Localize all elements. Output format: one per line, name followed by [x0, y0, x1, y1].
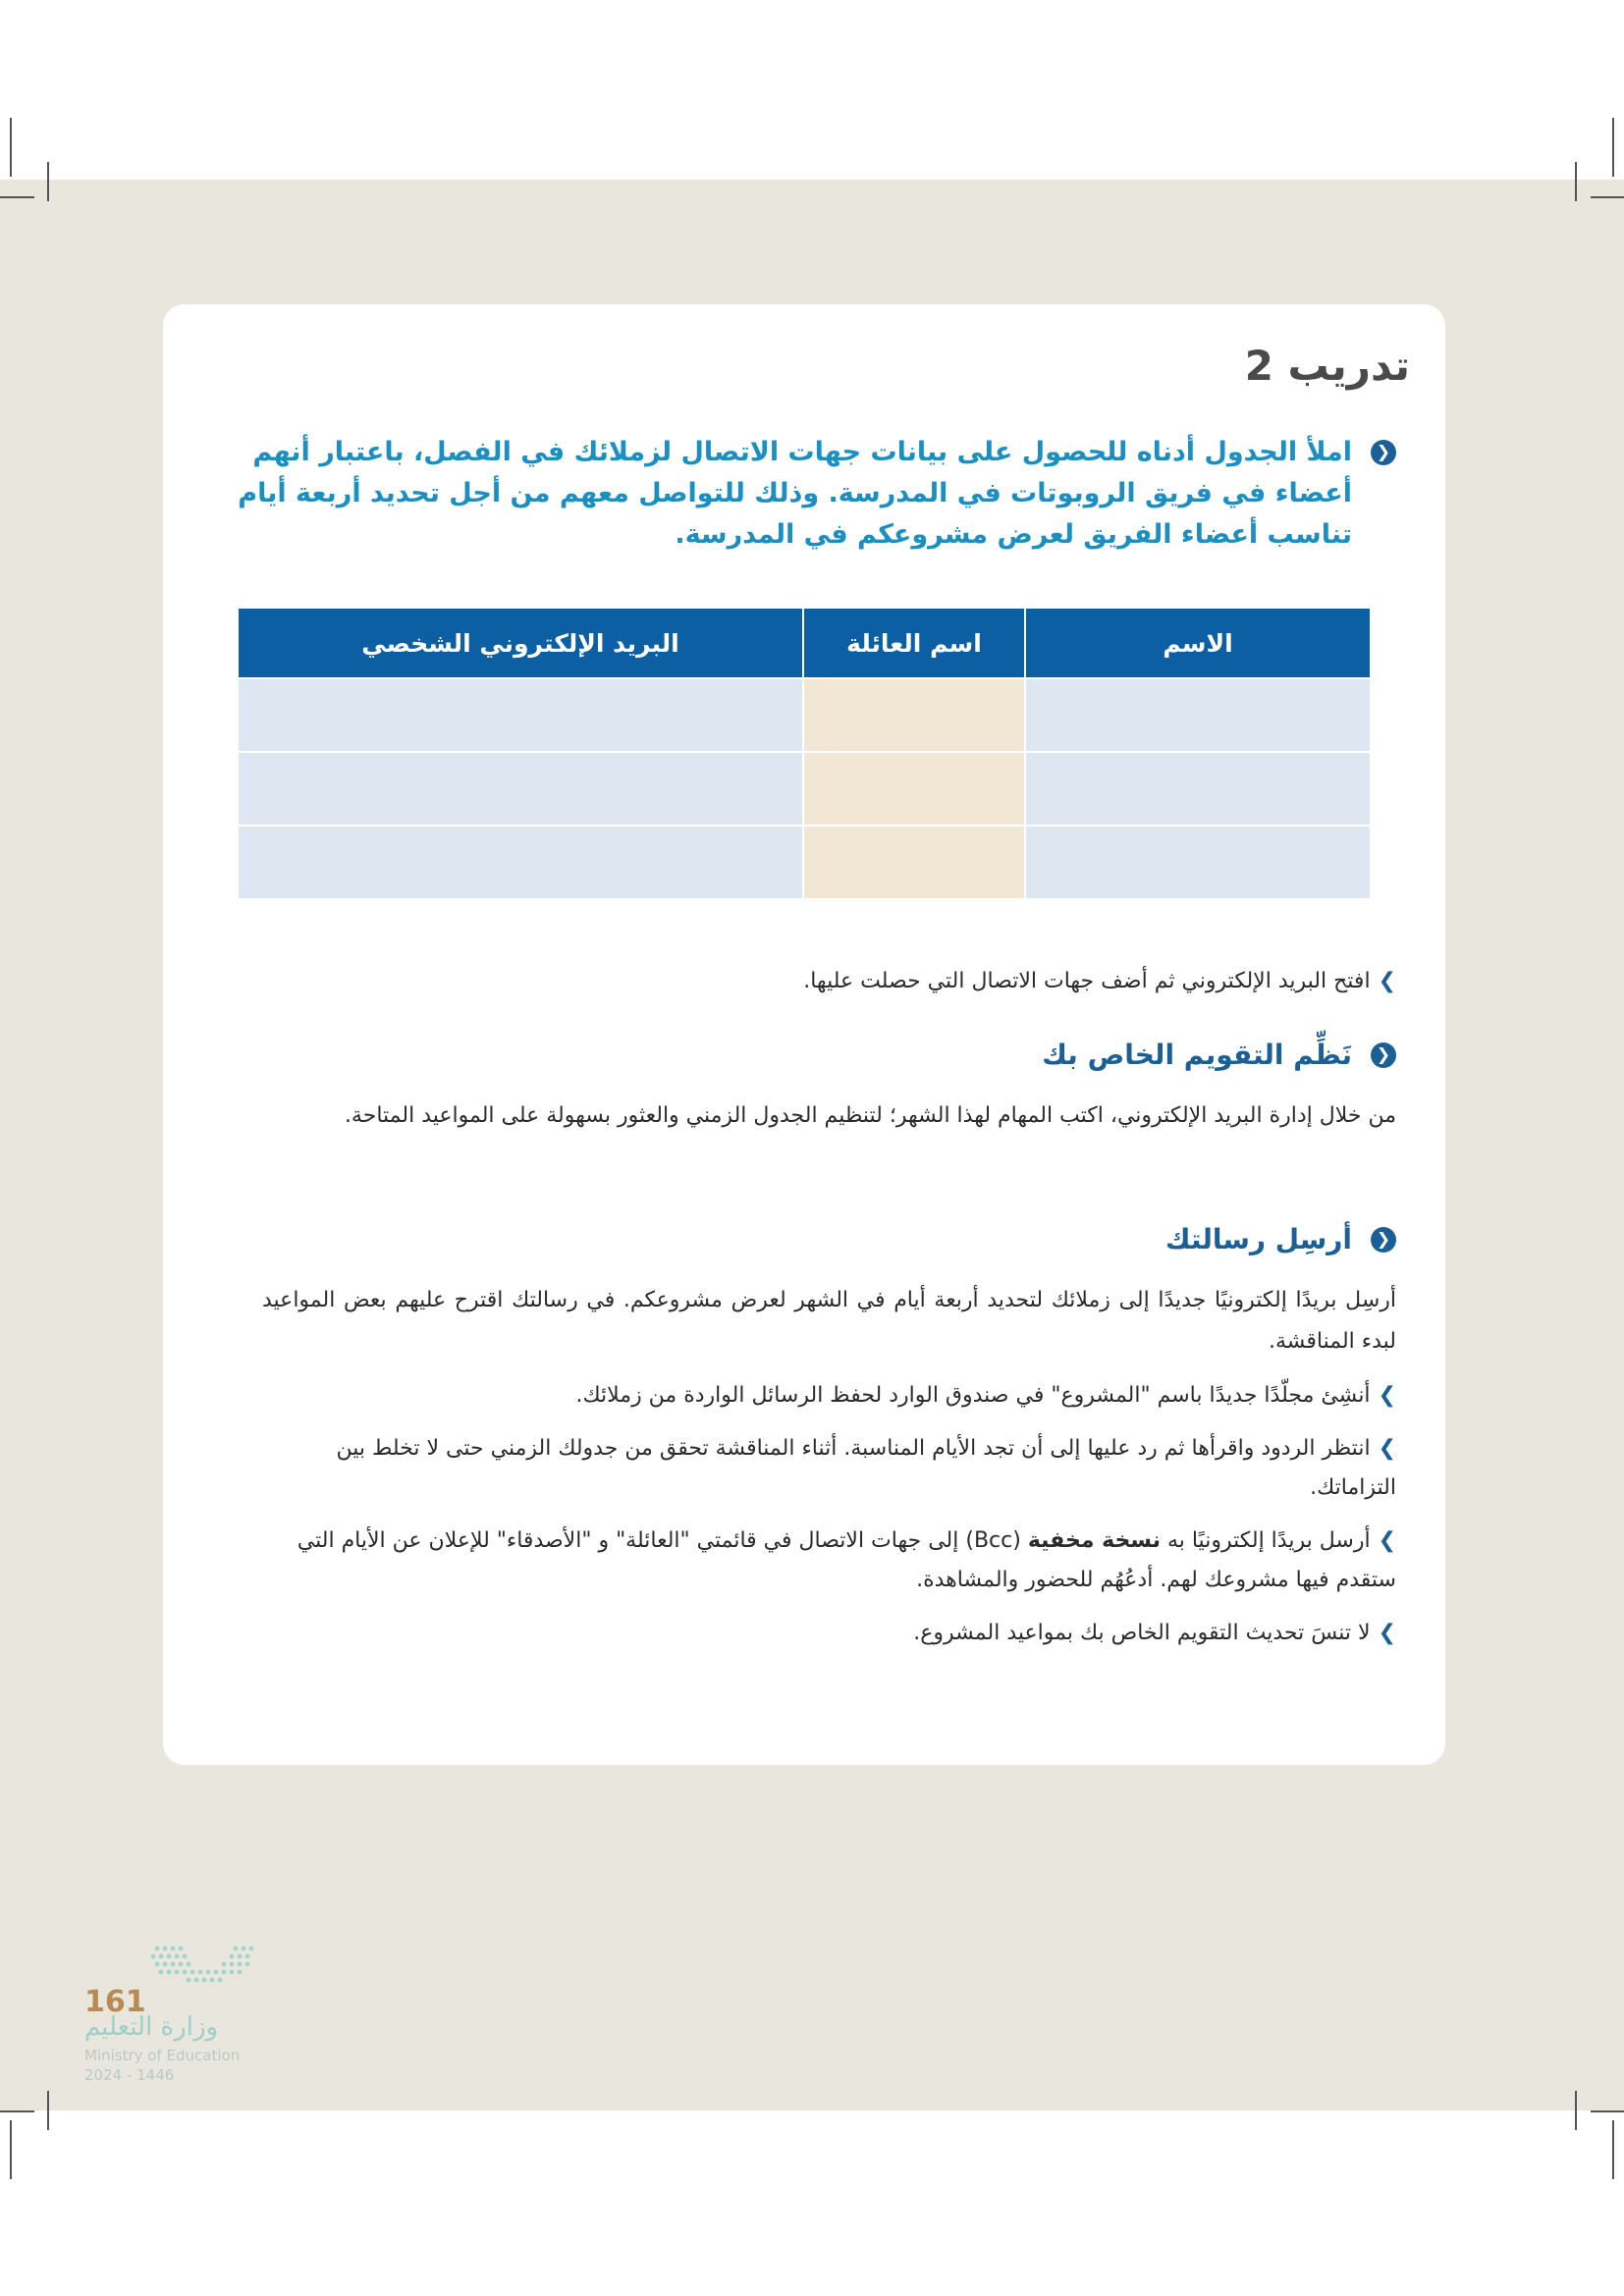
crop-mark: [47, 2091, 49, 2130]
crop-mark: [10, 118, 12, 177]
table-row: [239, 679, 1370, 751]
crop-mark: [1612, 2120, 1614, 2179]
list-item: [257, 1522, 1396, 1600]
open-email-text: افتح البريد الإلكتروني ثم أضف جهات الاتصال التي حصلت عليها.: [803, 969, 1371, 993]
header-name: الاسم: [1026, 609, 1370, 677]
bcc-term: نسخة مخفية: [1027, 1528, 1161, 1553]
list-item-text: أرسل بريدًا إلكترونيًا به: [1160, 1528, 1371, 1553]
exercise-card: [163, 304, 1445, 1765]
crop-mark: [1575, 162, 1577, 201]
table-row: [239, 827, 1370, 898]
contacts-table: [237, 607, 1372, 900]
bullet-chevron-icon: ❯: [1378, 1528, 1396, 1553]
header-email: البريد الإلكتروني الشخصي: [239, 609, 802, 677]
crop-mark: [47, 162, 49, 201]
list-item-text: انتظر الردود واقرأها ثم رد عليها إلى أن تجد الأيام المناسبة. أثناء المناقشة تحقق من جدولك الزمني حتى لا تخلط بين التزاماتك.: [336, 1436, 1396, 1500]
bullet-chevron-icon: ❯: [1378, 969, 1396, 993]
cell-email[interactable]: [239, 753, 802, 825]
section-heading-text: نَظِّم التقويم الخاص بك: [1042, 1039, 1352, 1071]
chevron-left-icon: ❮: [1371, 1227, 1396, 1253]
list-item-text: أنشِئ مجلّدًا جديدًا باسم "المشروع" في صندوق الوارد لحفظ الرسائل الواردة من زملائك.: [575, 1383, 1371, 1408]
bullet-chevron-icon: ❯: [1378, 1436, 1396, 1461]
list-item: [257, 1429, 1396, 1508]
list-item: [257, 1614, 1396, 1653]
crop-mark: [1591, 196, 1624, 198]
list-item: [257, 1376, 1396, 1415]
cell-family-name[interactable]: [804, 679, 1024, 751]
edition-years: 2024 - 1446: [84, 2066, 175, 2084]
cell-name[interactable]: [1026, 679, 1370, 751]
crop-mark: [1575, 2091, 1577, 2130]
ministry-name-english: Ministry of Education: [84, 2047, 241, 2064]
section-heading-calendar: [1042, 1039, 1396, 1071]
calendar-paragraph: من خلال إدارة البريد الإلكتروني، اكتب المهام لهذا الشهر؛ لتنظيم الجدول الزمني والعثور بسهولة على المواعيد المتاحة.: [344, 1103, 1396, 1128]
cell-family-name[interactable]: [804, 827, 1024, 898]
section-heading-send: [1165, 1223, 1396, 1255]
open-email-step: [803, 962, 1396, 1001]
page-number: 161: [84, 1985, 146, 2019]
crop-mark: [10, 2120, 12, 2179]
crop-mark: [0, 196, 34, 198]
crop-mark: [1591, 2110, 1624, 2112]
crop-mark: [0, 2110, 34, 2112]
cell-family-name[interactable]: [804, 753, 1024, 825]
table-header-row: [239, 609, 1370, 677]
lead-instruction: [238, 432, 1396, 556]
page-title: تدريب 2: [1244, 342, 1410, 390]
crop-mark: [1612, 118, 1614, 177]
send-paragraph: أرسِل بريدًا إلكترونيًا جديدًا إلى زملائك لتحديد أربعة أيام في الشهر لعرض مشروعكم. في رسالتك اقترح عليهم بعض المواعيد لبدء المناقشة.: [262, 1288, 1396, 1354]
bullet-chevron-icon: ❯: [1378, 1383, 1396, 1408]
lead-text: املأ الجدول أدناه للحصول على بيانات جهات الاتصال لزملائك في الفصل، باعتبار أنهم أعضاء في فريق الروبوتات في المدرسة. وذلك للتواصل معهم من أجل تحديد أربعة أيام تناسب أعضاء الفريق لعرض مشروعكم في المدرسة.: [238, 437, 1352, 550]
chevron-left-icon: ❮: [1371, 440, 1396, 465]
cell-email[interactable]: [239, 679, 802, 751]
header-family-name: اسم العائلة: [804, 609, 1024, 677]
section-heading-text: أرسِل رسالتك: [1164, 1223, 1352, 1255]
chevron-left-icon: ❮: [1371, 1042, 1396, 1068]
cell-name[interactable]: [1026, 753, 1370, 825]
cell-email[interactable]: [239, 827, 802, 898]
bullet-chevron-icon: ❯: [1378, 1621, 1396, 1645]
cell-name[interactable]: [1026, 827, 1370, 898]
ministry-name-arabic: وزارة التعليم: [84, 2012, 219, 2042]
list-item-text: لا تنسَ تحديث التقويم الخاص بك بمواعيد المشروع.: [913, 1621, 1371, 1645]
send-steps-list: [257, 1376, 1396, 1667]
list-item-text: (Bcc) إلى جهات الاتصال في قائمتي "العائلة" و "الأصدقاء" للإعلان عن الأيام التي ستقدم فيها مشروعك لهم. أدعُهُم للحضور والمشاهدة.: [297, 1528, 1396, 1592]
table-row: [239, 753, 1370, 825]
